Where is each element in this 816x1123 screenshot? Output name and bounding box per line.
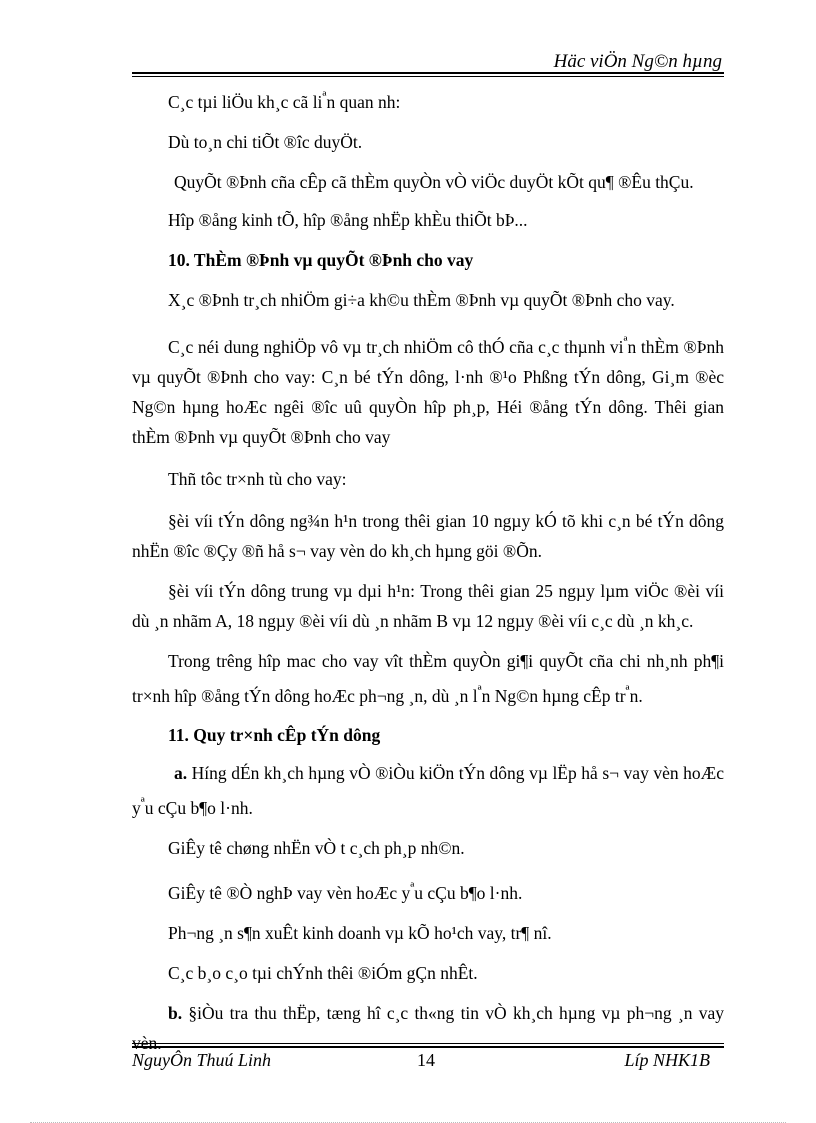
footer-author: NguyÔn Thuú Linh — [132, 1050, 272, 1070]
paragraph: §èi víi tÝn dông ng¾n h¹n trong thêi gian 10 ngµy kÓ tõ khi c¸n bé tÝn dông nhËn ®îc ®Çy ®ñ hå s¬ vay vèn do kh¸ch hµng göi ®Õn. — [132, 510, 724, 561]
list-item: Ph¬ng ¸n s¶n xuÊt kinh doanh vµ kÕ ho¹ch vay, tr¶ nî. — [168, 923, 552, 944]
paragraph: Thñ tôc tr×nh tù cho vay: — [168, 468, 347, 489]
paragraph: §èi víi tÝn dông trung vµ dµi h¹n: Trong thêi gian 25 ngµy lµm viÖc ®èi víi dù ¸n nhãm A, 18 ngµy ®èi víi dù ¸n nhãm B vµ 12 ngµy ®èi víi c¸c dù ¸n kh¸c. — [132, 580, 724, 631]
paragraph: C¸c tµi liÖu kh¸c cã $li^ªn$ quan nh: — [168, 89, 401, 112]
paragraph: X¸c ®Þnh tr¸ch nhiÖm gi÷a kh©u thÈm ®Þnh vµ quyÕt ®Þnh cho vay. — [168, 289, 675, 310]
list-item: GiÊy tê ®Ò nghÞ vay vèn hoÆc $y^ªu$ cÇu b¶o l·nh. — [168, 880, 523, 904]
page-number: 14 — [417, 1050, 435, 1070]
footer-class: Líp NHK1B — [624, 1050, 710, 1070]
footer-rule-thin — [132, 1043, 724, 1044]
paragraph: b. §iÒu tra thu thËp, tæng hî c¸c th«ng tin vÒ kh¸ch hµng vµ ph¬ng ¸n vay — [168, 1003, 724, 1024]
section-heading: 10. ThÈm ®Þnh vµ quyÕt ®Þnh cho vay — [168, 249, 474, 270]
header-rule-thin — [132, 76, 724, 77]
list-item: GiÊy tê chøng nhËn vÒ t c¸ch ph¸p nh©n. — [168, 838, 465, 859]
paragraph: Dù to¸n chi tiÕt ®îc duyÖt. — [168, 131, 363, 152]
paragraph: C¸c néi dung nghiÖp vô vµ tr¸ch nhiÖm cô thÓ cña c¸c thµnh $vi^ªn$ thÈm ®Þnh vµ quyÕt ®Þnh cho vay: C¸n bé tÝn dông, l·nh ®¹o Phßng tÝn dông, Gi¸m ®èc Ng©n hµng hoÆc ngêi ®îc uû quyÒn hîp ph¸p, Héi ®ång tÝn dông. Thêi gian thÈm ®Þnh vµ quyÕt ®Þnh cho vay — [132, 333, 724, 447]
list-item: C¸c b¸o c¸o tµi chÝnh thêi ®iÓm gÇn nhÊt. — [168, 963, 478, 984]
paragraph: QuyÕt ®Þnh cña cÊp cã thÈm quyÒn vÒ viÖc duyÖt kÕt qu¶ ®Êu thÇu. — [174, 171, 694, 192]
header-rule — [132, 72, 724, 74]
paragraph: Hîp ®ång kinh tÕ, hîp ®ång nhËp khÈu thiÕt bÞ... — [168, 209, 528, 230]
section-heading: 11. Quy tr×nh cÊp tÝn dông — [168, 725, 381, 746]
footer-rule — [132, 1046, 724, 1048]
page-header-title: Häc viÖn Ng©n hµng — [553, 51, 722, 72]
document-body — [132, 82, 724, 1058]
paragraph: Trong trêng hîp mac cho vay vît thÈm quyÒn gi¶i quyÕt cña chi nh¸nh ph¶i tr×nh hîp ®ång tÝn dông hoÆc ph¬ng ¸n, dù ¸n $l^ªn$ Ng©n hµng cÊp $tr^ªn$. — [132, 650, 724, 706]
page-footer — [132, 1050, 724, 1074]
paragraph: a. Híng dÉn kh¸ch hµng vÒ ®iÒu kiÖn tÝn dông vµ lËp hå s¬ vay vèn hoÆc $y^ªu$ cÇu b¶o l·nh. — [132, 763, 724, 819]
